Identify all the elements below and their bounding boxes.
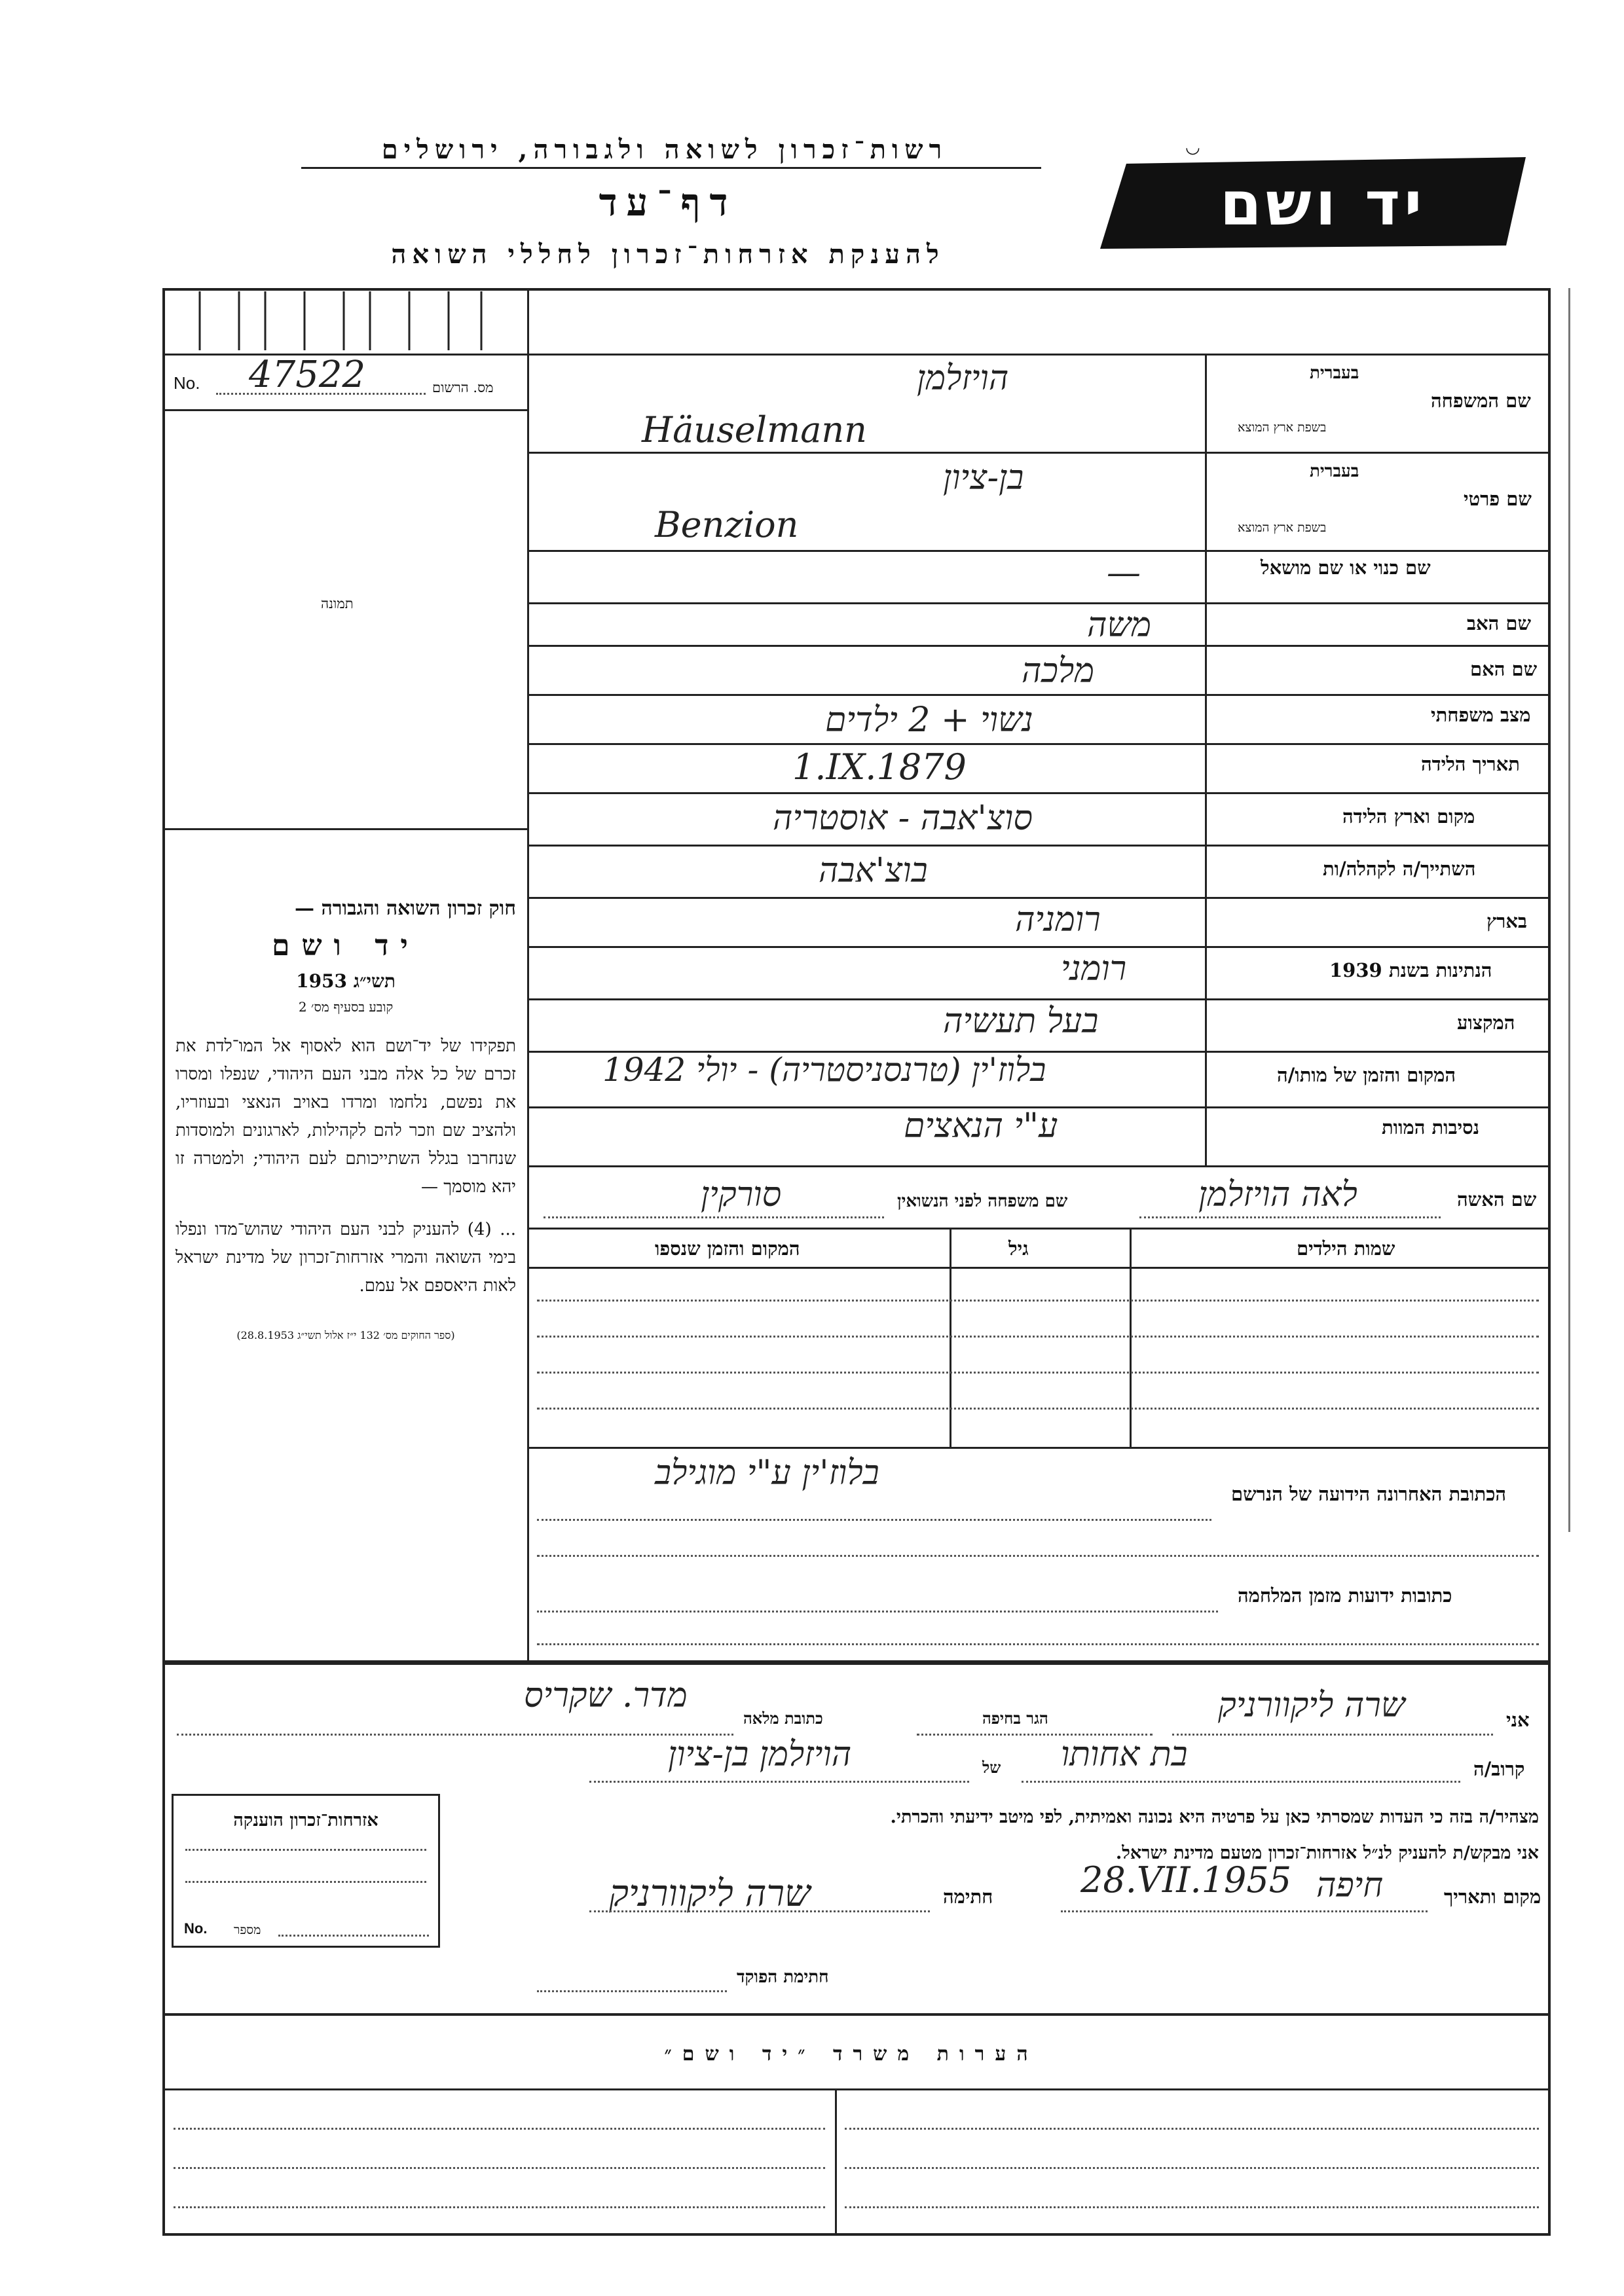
row-line	[527, 550, 1551, 552]
maiden-name-line	[544, 1216, 884, 1218]
maiden-name[interactable]: סורקין	[701, 1175, 782, 1214]
profession-label: המקצוע	[1457, 1011, 1515, 1034]
nickname-label: שם כנוי או שם מושאל	[1261, 556, 1431, 579]
date-value[interactable]: 28.VII.1955	[1080, 1859, 1292, 1901]
label-divider	[1205, 354, 1207, 1165]
of-line	[589, 1781, 969, 1783]
children-row[interactable]	[537, 1372, 1539, 1374]
request-line: אני מבקש/ת להעניק לנ״ל אזרחות־זכרון מטעם מדינת ישראל.	[1115, 1843, 1539, 1863]
full-address-label: כתובת מלאה	[743, 1709, 823, 1728]
address-line[interactable]	[537, 1555, 1539, 1557]
marital-label: מצב משפחתי	[1431, 704, 1531, 726]
row-line	[527, 1165, 1551, 1167]
registry-row-line	[162, 409, 527, 411]
office-notes-title: הערות משרד ״יד ושם״	[664, 2043, 1039, 2066]
death-cause-value[interactable]: ע"י הנאצים	[904, 1106, 1058, 1146]
origin-lang-label-1: בשפת ארץ המוצא	[1238, 420, 1327, 435]
scan-edge	[1568, 288, 1570, 1532]
citizenship-awarded-title: אזרחות־זכרון הוענקה	[233, 1810, 378, 1831]
wife-name-line	[1139, 1216, 1441, 1218]
community-value[interactable]: בוצ'אבה	[819, 851, 928, 890]
father-label: שם האב	[1467, 612, 1532, 634]
death-place-time-label: המקום והזמן של מותו/ה	[1277, 1064, 1456, 1086]
last-address-line	[537, 1519, 1211, 1521]
logo-mark-icon: ◡	[1185, 137, 1200, 157]
wife-name[interactable]: לאה הויזלמן	[1198, 1175, 1357, 1214]
children-row[interactable]	[537, 1300, 1539, 1302]
row-line	[527, 452, 1551, 454]
law-excerpt	[175, 897, 516, 1486]
citizenship-number-label: מספר	[234, 1923, 261, 1937]
law-text-1: תפקידו של יד־ושם הוא לאסוף אל המו־לדת את זכרם של כל אלה מבני העם היהודי, שנפלו ומסרו את נפשם, נלחמו ומרדו באויב הנאצי ובעוזריו, ולהציב שם וזכר להם לקהילות, לארגונים ולמוסדות שנחרבו בגלל השתייכותם לעם היהודי; ולמטרה זו יהא מוסמך —	[175, 1036, 516, 1197]
marital-value[interactable]: נשוי + 2 ילדים	[825, 701, 1033, 740]
registry-number-label: מס. הרשום	[432, 380, 494, 395]
mother-value[interactable]: מלכה	[1022, 651, 1095, 691]
signature-label: חתימה	[943, 1886, 993, 1908]
declarant-left-border	[162, 1663, 165, 2016]
father-value[interactable]: משה	[1087, 606, 1152, 645]
row-line	[527, 845, 1551, 847]
yad-vashem-logo	[1100, 157, 1532, 249]
declaration-line: מצהיר/ה בזה כי העדות שמסרתי כאן על פרטיה היא נכונה ואמיתית, לפי מיטב ידיעתי והכרתי.	[890, 1807, 1539, 1827]
law-reference: (ספר החוקים מס׳ 132 י״ז אלול תשי״ג 28.8.1953)	[236, 1329, 455, 1341]
of-value[interactable]: הויזלמן בן-ציון	[668, 1735, 852, 1774]
declarant-name[interactable]: שרה ליקוורניק	[1218, 1686, 1405, 1725]
of-label: של	[982, 1758, 1001, 1777]
birth-date-value[interactable]: 1.IX.1879	[792, 746, 967, 788]
citizenship-awarded-box	[172, 1794, 440, 1948]
form-subtitle: להענקת אזרחות־זכרון לחללי השואה	[391, 239, 945, 270]
law-name: יד ושם	[272, 929, 420, 962]
declarant-name-line	[1172, 1734, 1493, 1736]
declarant-signature[interactable]: שרה ליקוורניק	[609, 1872, 811, 1915]
row-line	[527, 946, 1551, 948]
signature-line	[589, 1910, 930, 1912]
photo-label: תמונה	[321, 596, 354, 611]
origin-lang-label-2: בשפת ארץ המוצא	[1238, 520, 1327, 535]
relation-value[interactable]: בת אחותו	[1061, 1735, 1188, 1774]
notes-line[interactable]	[845, 2128, 1539, 2130]
country-label: בארץ	[1486, 910, 1527, 932]
row-line	[527, 792, 1551, 794]
nickname-value[interactable]: —	[1107, 553, 1141, 592]
death-place-time-value[interactable]: בלוז'ין (טרנסניסטריה) - יולי 1942	[602, 1051, 1046, 1089]
in-hebrew-label-2: בעברית	[1310, 462, 1359, 481]
war-address-line[interactable]	[537, 1611, 1218, 1613]
children-row[interactable]	[537, 1408, 1539, 1410]
maiden-name-label: שם משפחה לפני הנשואין	[897, 1192, 1068, 1211]
notes-divider	[835, 2088, 837, 2236]
citizenship-1939-label: הנתינות בשנת 1939	[1329, 959, 1492, 981]
top-row-line	[162, 354, 1551, 355]
birth-date-label: תאריך הלידה	[1421, 753, 1520, 775]
children-row[interactable]	[537, 1336, 1539, 1338]
authority-name: רשות־זכרון לשואה ולגבורה, ירושלים	[381, 134, 948, 165]
officer-signature-label: חתימת הפוקד	[737, 1967, 829, 1987]
relation-label: קרוב/ה	[1473, 1758, 1525, 1780]
row-line	[527, 694, 1551, 696]
birth-place-value[interactable]: סוצ'אבה - אוסטריה	[773, 799, 1033, 838]
notes-line[interactable]	[845, 2206, 1539, 2208]
profession-value[interactable]: בעל תעשיה	[943, 1002, 1099, 1041]
family-name-label: שם המשפחה	[1431, 390, 1531, 412]
column-divider	[527, 288, 529, 1663]
country-value[interactable]: רומניה	[1015, 900, 1101, 939]
row-line	[527, 743, 1551, 745]
notes-line[interactable]	[174, 2206, 825, 2208]
row-line	[527, 602, 1551, 604]
header-underline	[301, 167, 1041, 169]
law-title: חוק זכרון השואה והגבורה —	[295, 897, 516, 920]
last-address-value[interactable]: בלוז'ין ע"י מוגילב	[655, 1453, 879, 1493]
citizenship-number-line	[278, 1935, 429, 1937]
family-name-hebrew[interactable]: הויזלמן	[917, 359, 1009, 398]
mother-label: שם האם	[1470, 658, 1538, 680]
place-date-line	[1061, 1910, 1428, 1912]
logo-text: יד ושם	[1219, 169, 1426, 239]
address-line	[177, 1734, 733, 1736]
birth-place-label: מקום וארץ הלידה	[1342, 805, 1475, 828]
death-cause-label: נסיבות המוות	[1382, 1116, 1480, 1139]
photo-bottom-line	[162, 828, 527, 830]
registry-number-line	[216, 393, 426, 395]
place-value[interactable]: חיפה	[1316, 1866, 1384, 1905]
citizenship-line	[185, 1881, 426, 1883]
row-line	[527, 897, 1551, 899]
first-name-origin[interactable]: Benzion	[655, 504, 799, 545]
law-text-2: ... (4) להעניק לבני העם היהודי שהוש־מדו ונפלו בימי השואה והמרי אזרחות־זכרון של מדינת ישראל לאות היאספם אל עמם.	[175, 1220, 516, 1296]
declarant-right-border	[1548, 1663, 1551, 2016]
row-line	[527, 998, 1551, 1000]
citizenship-1939-value[interactable]: רומני	[1061, 949, 1127, 989]
citizenship-line	[185, 1849, 426, 1851]
declarant-address[interactable]: מדר. שקריס	[524, 1676, 688, 1715]
last-address-label: הכתובת האחרונה הידועה של הנרשם	[1231, 1483, 1507, 1505]
first-name-label: שם פרטי	[1464, 488, 1532, 510]
children-place-header: המקום והזמן שנספו	[655, 1237, 800, 1260]
wife-label: שם האשה	[1457, 1188, 1537, 1211]
place-date-label: מקום ותאריך	[1444, 1886, 1541, 1908]
children-names-header: שמות הילדים	[1297, 1237, 1395, 1260]
citizenship-no-label: No.	[184, 1920, 208, 1937]
notes-line[interactable]	[174, 2128, 825, 2130]
relation-line	[1022, 1781, 1460, 1783]
resides-label: הגר בחיפה	[982, 1709, 1048, 1728]
family-name-origin[interactable]: Häuselmann	[642, 409, 867, 450]
i-label: אני	[1506, 1709, 1530, 1731]
wife-row-line	[527, 1228, 1551, 1230]
notes-line[interactable]	[845, 2167, 1539, 2169]
form-title: דף־עד	[599, 180, 737, 225]
children-age-header: גיל	[1008, 1237, 1029, 1260]
law-year: תשי״ג 1953	[296, 970, 396, 992]
children-header-line	[527, 1267, 1551, 1269]
in-hebrew-label-1: בעברית	[1310, 363, 1359, 383]
war-address-line[interactable]	[537, 1643, 1539, 1645]
law-section: קובע בסעיף מס׳ 2	[298, 999, 394, 1015]
office-grid	[174, 291, 514, 350]
declarant-top-line	[162, 1663, 1551, 1665]
community-label: השתייך/ה לקהלה/ות	[1323, 858, 1476, 880]
officer-signature-line[interactable]	[537, 1990, 727, 1992]
first-name-hebrew[interactable]: בן-ציון	[943, 458, 1024, 498]
war-addresses-label: כתובות ידועות מזמן המלחמה	[1238, 1584, 1452, 1607]
registry-no-label: No.	[174, 373, 200, 393]
notes-line[interactable]	[174, 2167, 825, 2169]
children-bottom-line	[527, 1447, 1551, 1449]
registry-number: 47522	[249, 354, 366, 396]
row-line	[527, 645, 1551, 647]
notes-header-line	[162, 2088, 1551, 2090]
